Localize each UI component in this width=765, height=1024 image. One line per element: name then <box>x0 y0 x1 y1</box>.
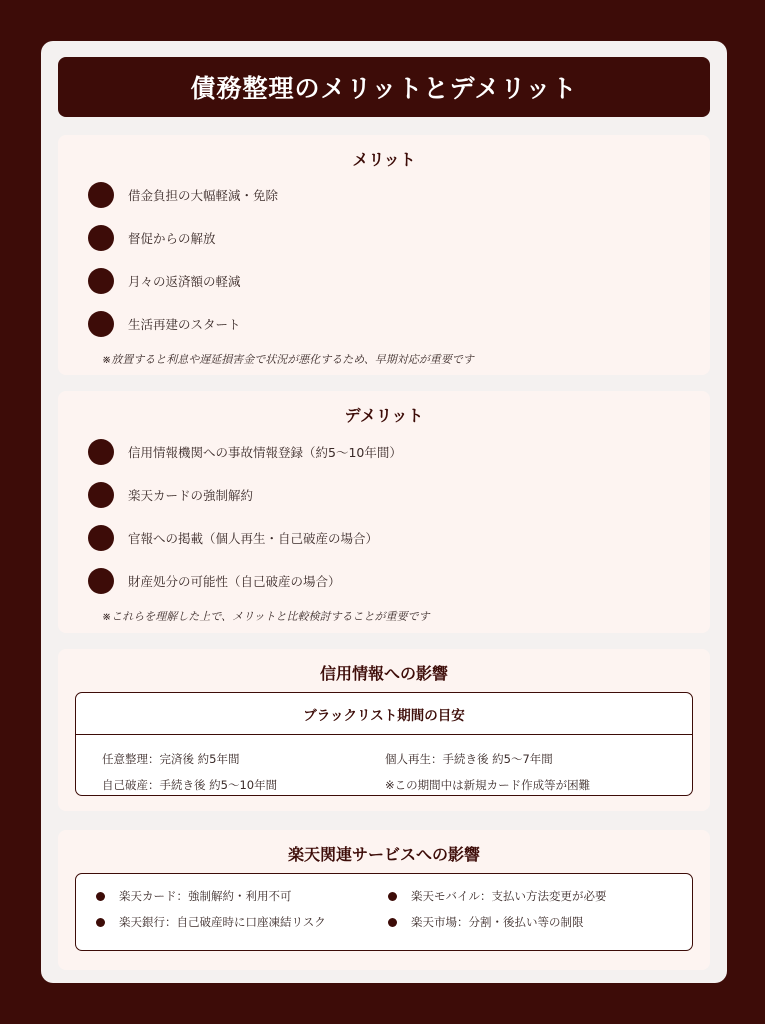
merit-item-text: 借金負担の大幅軽減・免除 <box>128 188 279 203</box>
service-item-text: 楽天銀行：自己破産時に口座凍結リスク <box>119 915 326 929</box>
service-item <box>388 888 607 904</box>
demerit-item <box>88 439 402 465</box>
merits-heading: メリット <box>352 150 416 169</box>
period-note: ※この期間中は新規カード作成等が困難 <box>385 778 591 792</box>
period-cell: 任意整理：完済後 約5年間 <box>102 752 240 766</box>
demerits-heading: デメリット <box>344 406 424 425</box>
service-item <box>96 914 326 930</box>
demerit-item <box>88 525 378 551</box>
service-item-text: 楽天モバイル：支払い方法変更が必要 <box>411 889 607 903</box>
demerit-item-text: 官報への掲載（個人再生・自己破産の場合） <box>128 531 379 546</box>
bullet-dot-icon <box>88 568 114 594</box>
service-item <box>388 914 584 930</box>
bullet-dot-icon <box>88 268 114 294</box>
demerit-item <box>88 482 253 508</box>
bullet-dot-icon <box>96 892 105 901</box>
merit-item-text: 生活再建のスタート <box>128 317 241 332</box>
demerits-note: ※これらを理解した上で、メリットと比較検討することが重要です <box>102 610 430 623</box>
page-title: 債務整理のメリットとデメリット <box>190 74 578 103</box>
period-cell: 自己破産：手続き後 約5〜10年間 <box>102 778 278 792</box>
blacklist-box-title: ブラックリスト期間の目安 <box>76 693 692 735</box>
content-card <box>41 41 727 983</box>
bullet-dot-icon <box>88 182 114 208</box>
credit-heading: 信用情報への影響 <box>319 664 448 683</box>
rakuten-services-box <box>75 873 693 951</box>
bullet-dot-icon <box>96 918 105 927</box>
merit-item <box>88 311 241 337</box>
merit-item <box>88 225 216 251</box>
rakuten-section <box>58 830 710 970</box>
merit-item-text: 督促からの解放 <box>128 231 216 246</box>
title-banner <box>58 57 710 117</box>
credit-section <box>58 649 710 811</box>
merits-section <box>58 135 710 375</box>
service-item <box>96 888 292 904</box>
merit-item-text: 月々の返済額の軽減 <box>128 274 241 289</box>
demerit-item-text: 財産処分の可能性（自己破産の場合） <box>128 574 341 589</box>
bullet-dot-icon <box>88 225 114 251</box>
demerit-item <box>88 568 341 594</box>
demerit-item-text: 信用情報機関への事故情報登録（約5〜10年間） <box>128 445 402 460</box>
period-cell: 個人再生：手続き後 約5〜7年間 <box>385 752 553 766</box>
blacklist-period-box <box>75 692 693 796</box>
merits-note: ※放置すると利息や遅延損害金で状況が悪化するため、早期対応が重要です <box>102 353 474 366</box>
bullet-dot-icon <box>88 482 114 508</box>
service-item-text: 楽天市場：分割・後払い等の制限 <box>411 915 584 929</box>
demerits-section <box>58 391 710 633</box>
bullet-dot-icon <box>88 311 114 337</box>
service-item-text: 楽天カード：強制解約・利用不可 <box>119 889 292 903</box>
bullet-dot-icon <box>388 892 397 901</box>
rakuten-heading: 楽天関連サービスへの影響 <box>287 845 480 864</box>
bullet-dot-icon <box>388 918 397 927</box>
merit-item <box>88 182 278 208</box>
merit-item <box>88 268 241 294</box>
bullet-dot-icon <box>88 525 114 551</box>
bullet-dot-icon <box>88 439 114 465</box>
demerit-item-text: 楽天カードの強制解約 <box>128 488 254 503</box>
